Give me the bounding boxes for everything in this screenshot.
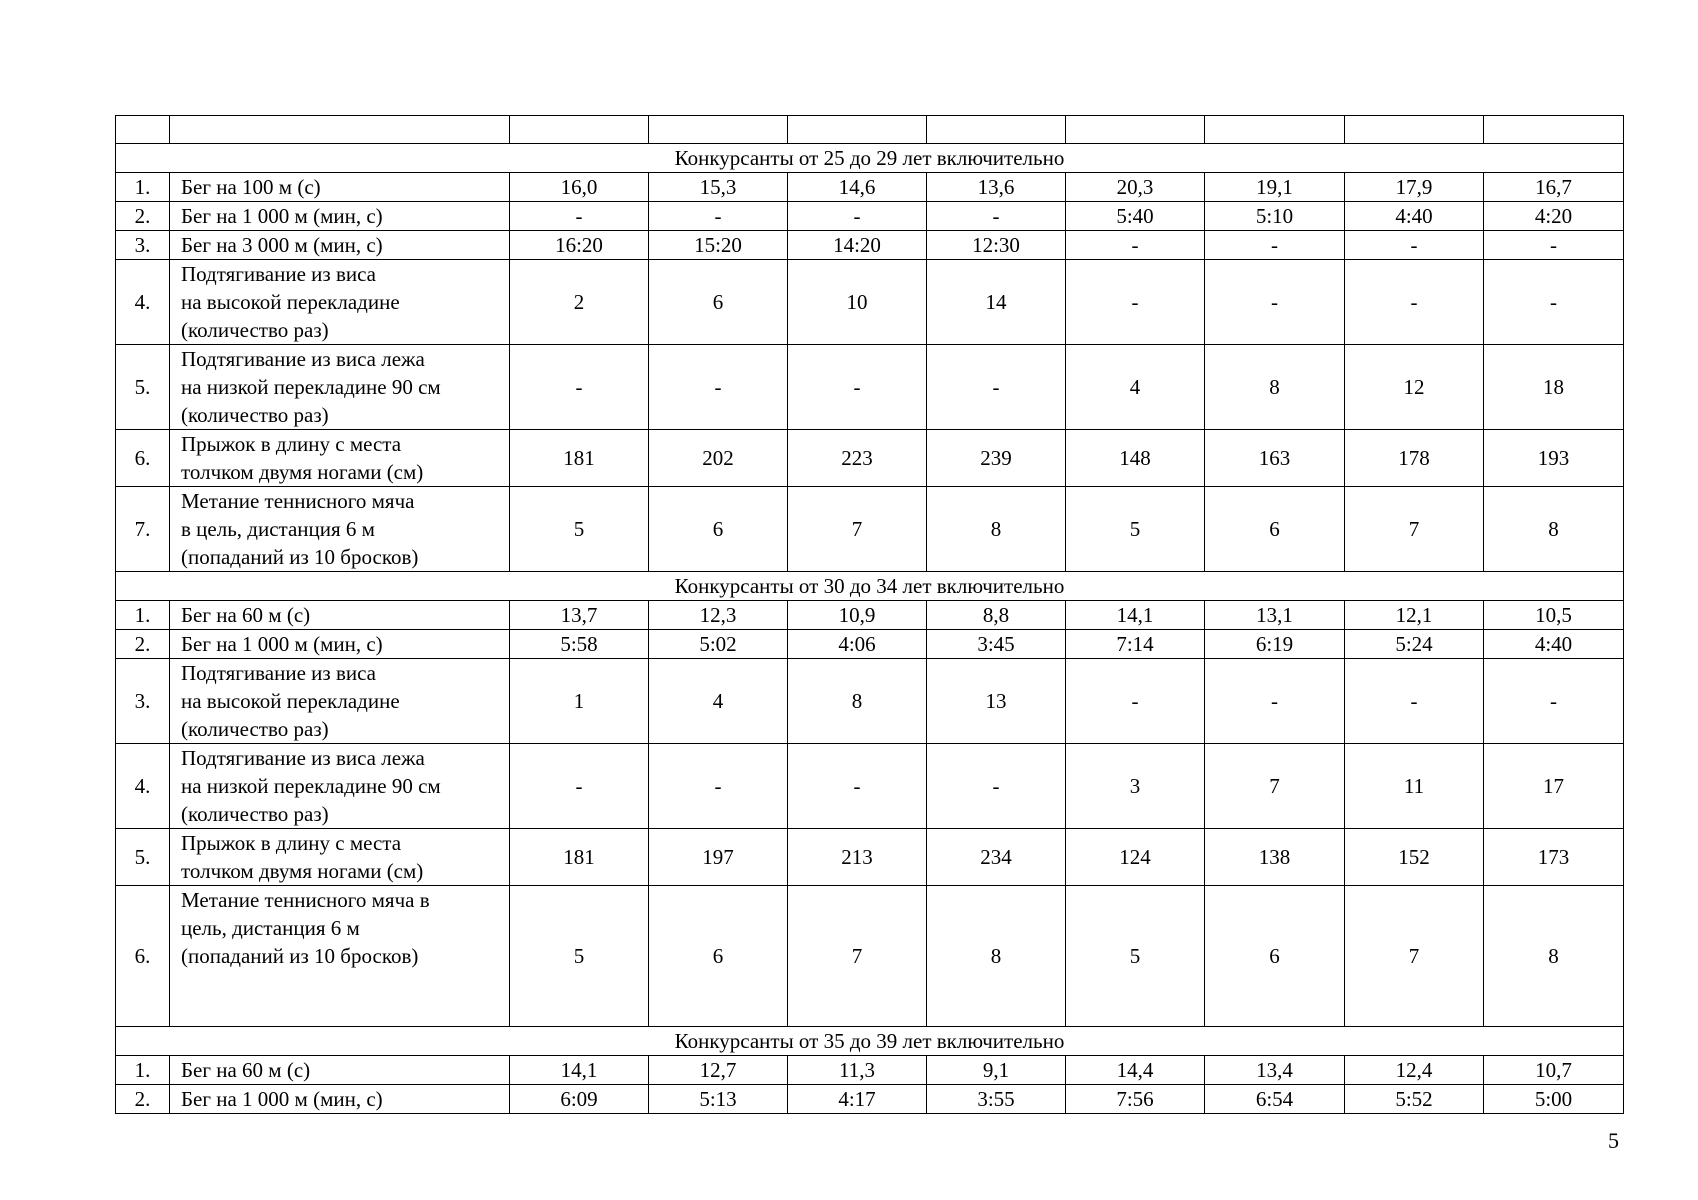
- exercise-name-line: (попаданий из 10 бросков): [181, 944, 419, 968]
- value-cell: 1: [510, 659, 649, 744]
- value-cell: -: [1484, 231, 1624, 260]
- value-cell: 152: [1345, 829, 1484, 886]
- table-body: [116, 116, 1624, 1114]
- value-cell: 8: [1484, 886, 1624, 1027]
- value-cell: -: [1205, 260, 1345, 345]
- exercise-name-line: (попаданий из 10 бросков): [181, 545, 419, 569]
- row-number: 5.: [116, 829, 170, 886]
- value-cell: 15:20: [649, 231, 788, 260]
- exercise-name-line: (количество раз): [181, 802, 329, 826]
- value-cell: 181: [510, 829, 649, 886]
- exercise-name-line: Бег на 1 000 м (мин, с): [181, 632, 383, 656]
- table-row: [116, 260, 1624, 345]
- exercise-name: [170, 430, 510, 487]
- header-cell: [1205, 116, 1345, 144]
- value-cell: 4: [1066, 345, 1205, 430]
- value-cell: 5: [510, 487, 649, 572]
- value-cell: -: [1484, 260, 1624, 345]
- value-cell: 18: [1484, 345, 1624, 430]
- table-row: [116, 173, 1624, 202]
- value-cell: 11,3: [788, 1056, 927, 1085]
- row-number: 1.: [116, 601, 170, 630]
- value-cell: 12:30: [927, 231, 1066, 260]
- value-cell: -: [1205, 231, 1345, 260]
- value-cell: -: [510, 345, 649, 430]
- table-row: [116, 430, 1624, 487]
- row-number: 5.: [116, 345, 170, 430]
- exercise-name-line: Метание теннисного мяча: [181, 489, 415, 513]
- table-row: [116, 487, 1624, 572]
- value-cell: 14,6: [788, 173, 927, 202]
- exercise-name: [170, 886, 510, 1027]
- value-cell: 6:19: [1205, 630, 1345, 659]
- table-row: [116, 1085, 1624, 1114]
- value-cell: 4:40: [1484, 630, 1624, 659]
- value-cell: 197: [649, 829, 788, 886]
- value-cell: 8: [927, 487, 1066, 572]
- value-cell: 4:20: [1484, 202, 1624, 231]
- value-cell: 5:13: [649, 1085, 788, 1114]
- table-row: [116, 202, 1624, 231]
- value-cell: 124: [1066, 829, 1205, 886]
- row-number: 6.: [116, 886, 170, 1027]
- value-cell: -: [1066, 659, 1205, 744]
- header-cell: [1345, 116, 1484, 144]
- value-cell: 3:55: [927, 1085, 1066, 1114]
- exercise-name-line: на высокой перекладине: [181, 689, 400, 713]
- value-cell: -: [1205, 659, 1345, 744]
- value-cell: 14,1: [1066, 601, 1205, 630]
- row-number: 4.: [116, 260, 170, 345]
- value-cell: 7: [788, 886, 927, 1027]
- exercise-name: [170, 659, 510, 744]
- value-cell: 163: [1205, 430, 1345, 487]
- value-cell: -: [649, 345, 788, 430]
- row-number: 1.: [116, 173, 170, 202]
- value-cell: 4: [649, 659, 788, 744]
- value-cell: 14,1: [510, 1056, 649, 1085]
- value-cell: 12,3: [649, 601, 788, 630]
- exercise-name: [170, 487, 510, 572]
- table-row: [116, 659, 1624, 744]
- exercise-name-line: на низкой перекладине 90 см: [181, 375, 441, 399]
- section-row: [116, 572, 1624, 601]
- value-cell: 4:40: [1345, 202, 1484, 231]
- exercise-name-line: на высокой перекладине: [181, 290, 400, 314]
- value-cell: 181: [510, 430, 649, 487]
- value-cell: 3: [1066, 744, 1205, 829]
- exercise-name: [170, 1056, 510, 1085]
- value-cell: 13: [927, 659, 1066, 744]
- table-row: [116, 601, 1624, 630]
- value-cell: 12,1: [1345, 601, 1484, 630]
- value-cell: 4:17: [788, 1085, 927, 1114]
- value-cell: 5: [510, 886, 649, 1027]
- exercise-name-line: Прыжок в длину с места: [181, 831, 402, 855]
- value-cell: 16:20: [510, 231, 649, 260]
- value-cell: 6: [1205, 487, 1345, 572]
- row-number: 3.: [116, 231, 170, 260]
- exercise-name-line: (количество раз): [181, 318, 329, 342]
- value-cell: -: [927, 345, 1066, 430]
- value-cell: 239: [927, 430, 1066, 487]
- value-cell: 10: [788, 260, 927, 345]
- exercise-name-line: цель, дистанция 6 м: [181, 916, 360, 940]
- header-row: [116, 116, 1624, 144]
- exercise-name-line: толчком двумя ногами (см): [181, 460, 424, 484]
- table-row: [116, 886, 1624, 1027]
- table-row: [116, 829, 1624, 886]
- header-cell: [510, 116, 649, 144]
- value-cell: 14,4: [1066, 1056, 1205, 1085]
- value-cell: 12,4: [1345, 1056, 1484, 1085]
- exercise-name-line: Бег на 3 000 м (мин, с): [181, 233, 383, 257]
- value-cell: 13,6: [927, 173, 1066, 202]
- value-cell: 6:54: [1205, 1085, 1345, 1114]
- value-cell: 173: [1484, 829, 1624, 886]
- exercise-name-line: на низкой перекладине 90 см: [181, 774, 441, 798]
- exercise-name-line: в цель, дистанция 6 м: [181, 517, 375, 541]
- header-cell: [927, 116, 1066, 144]
- value-cell: 5:52: [1345, 1085, 1484, 1114]
- value-cell: 5:02: [649, 630, 788, 659]
- value-cell: 12: [1345, 345, 1484, 430]
- header-cell: [1484, 116, 1624, 144]
- value-cell: 2: [510, 260, 649, 345]
- exercise-name: [170, 231, 510, 260]
- value-cell: 8,8: [927, 601, 1066, 630]
- table-row: [116, 1056, 1624, 1085]
- value-cell: -: [788, 744, 927, 829]
- page-number: 5: [1608, 1128, 1619, 1153]
- header-cell: [116, 116, 170, 144]
- value-cell: -: [1066, 231, 1205, 260]
- row-number: 2.: [116, 1085, 170, 1114]
- value-cell: 5:58: [510, 630, 649, 659]
- section-title: Конкурсанты от 35 до 39 лет включительно: [116, 1027, 1624, 1056]
- value-cell: 3:45: [927, 630, 1066, 659]
- exercise-name-line: Бег на 60 м (с): [181, 1058, 311, 1082]
- value-cell: 10,7: [1484, 1056, 1624, 1085]
- value-cell: 5:00: [1484, 1085, 1624, 1114]
- row-number: 2.: [116, 202, 170, 231]
- value-cell: 11: [1345, 744, 1484, 829]
- value-cell: -: [1345, 231, 1484, 260]
- header-cell: [649, 116, 788, 144]
- value-cell: 20,3: [1066, 173, 1205, 202]
- standards-table: [115, 115, 1624, 1114]
- exercise-name-line: Метание теннисного мяча в: [181, 888, 430, 912]
- value-cell: 8: [1484, 487, 1624, 572]
- exercise-name: [170, 202, 510, 231]
- exercise-name: [170, 829, 510, 886]
- value-cell: 7: [1345, 886, 1484, 1027]
- value-cell: 5: [1066, 886, 1205, 1027]
- value-cell: 8: [1205, 345, 1345, 430]
- value-cell: 8: [927, 886, 1066, 1027]
- value-cell: 5: [1066, 487, 1205, 572]
- value-cell: -: [649, 202, 788, 231]
- value-cell: 9,1: [927, 1056, 1066, 1085]
- value-cell: -: [927, 202, 1066, 231]
- exercise-name-line: (количество раз): [181, 403, 329, 427]
- value-cell: 8: [788, 659, 927, 744]
- value-cell: 202: [649, 430, 788, 487]
- value-cell: 17: [1484, 744, 1624, 829]
- exercise-name-line: Подтягивание из виса лежа: [181, 746, 425, 770]
- row-number: 1.: [116, 1056, 170, 1085]
- section-row: [116, 1027, 1624, 1056]
- exercise-name: [170, 630, 510, 659]
- row-number: 3.: [116, 659, 170, 744]
- cell-spacer: [181, 970, 509, 1026]
- value-cell: 178: [1345, 430, 1484, 487]
- value-cell: 6: [649, 886, 788, 1027]
- value-cell: 6: [1205, 886, 1345, 1027]
- row-number: 7.: [116, 487, 170, 572]
- value-cell: 12,7: [649, 1056, 788, 1085]
- exercise-name: [170, 1085, 510, 1114]
- header-cell: [788, 116, 927, 144]
- exercise-name: [170, 173, 510, 202]
- value-cell: 7: [1345, 487, 1484, 572]
- exercise-name-line: Бег на 1 000 м (мин, с): [181, 1087, 383, 1111]
- table-row: [116, 231, 1624, 260]
- section-row: [116, 144, 1624, 173]
- value-cell: 5:10: [1205, 202, 1345, 231]
- table-row: [116, 744, 1624, 829]
- exercise-name-line: Бег на 60 м (с): [181, 603, 311, 627]
- value-cell: 7: [788, 487, 927, 572]
- value-cell: -: [788, 345, 927, 430]
- header-cell: [1066, 116, 1205, 144]
- value-cell: 213: [788, 829, 927, 886]
- value-cell: 19,1: [1205, 173, 1345, 202]
- exercise-name: [170, 260, 510, 345]
- value-cell: 16,0: [510, 173, 649, 202]
- section-title: Конкурсанты от 25 до 29 лет включительно: [116, 144, 1624, 173]
- value-cell: 138: [1205, 829, 1345, 886]
- section-title: Конкурсанты от 30 до 34 лет включительно: [116, 572, 1624, 601]
- value-cell: 5:24: [1345, 630, 1484, 659]
- value-cell: 17,9: [1345, 173, 1484, 202]
- value-cell: 7: [1205, 744, 1345, 829]
- value-cell: -: [510, 744, 649, 829]
- value-cell: 193: [1484, 430, 1624, 487]
- value-cell: -: [1484, 659, 1624, 744]
- value-cell: 10,9: [788, 601, 927, 630]
- value-cell: 13,7: [510, 601, 649, 630]
- value-cell: -: [510, 202, 649, 231]
- value-cell: 16,7: [1484, 173, 1624, 202]
- value-cell: 15,3: [649, 173, 788, 202]
- row-number: 2.: [116, 630, 170, 659]
- value-cell: 13,4: [1205, 1056, 1345, 1085]
- value-cell: 5:40: [1066, 202, 1205, 231]
- value-cell: 6: [649, 260, 788, 345]
- value-cell: 14: [927, 260, 1066, 345]
- value-cell: 148: [1066, 430, 1205, 487]
- row-number: 4.: [116, 744, 170, 829]
- value-cell: 4:06: [788, 630, 927, 659]
- value-cell: 6:09: [510, 1085, 649, 1114]
- value-cell: 13,1: [1205, 601, 1345, 630]
- header-cell: [170, 116, 510, 144]
- value-cell: 14:20: [788, 231, 927, 260]
- table-row: [116, 345, 1624, 430]
- exercise-name-line: Подтягивание из виса лежа: [181, 347, 425, 371]
- value-cell: 7:14: [1066, 630, 1205, 659]
- value-cell: 6: [649, 487, 788, 572]
- value-cell: -: [927, 744, 1066, 829]
- value-cell: -: [788, 202, 927, 231]
- exercise-name-line: Подтягивание из виса: [181, 262, 376, 286]
- value-cell: -: [1066, 260, 1205, 345]
- exercise-name: [170, 345, 510, 430]
- exercise-name-line: Бег на 100 м (с): [181, 175, 321, 199]
- table-row: [116, 630, 1624, 659]
- exercise-name-line: Бег на 1 000 м (мин, с): [181, 204, 383, 228]
- exercise-name: [170, 601, 510, 630]
- value-cell: 223: [788, 430, 927, 487]
- exercise-name-line: (количество раз): [181, 717, 329, 741]
- exercise-name-line: толчком двумя ногами (см): [181, 859, 424, 883]
- value-cell: 234: [927, 829, 1066, 886]
- exercise-name: [170, 744, 510, 829]
- value-cell: 7:56: [1066, 1085, 1205, 1114]
- exercise-name-line: Подтягивание из виса: [181, 661, 376, 685]
- value-cell: 10,5: [1484, 601, 1624, 630]
- value-cell: -: [649, 744, 788, 829]
- value-cell: -: [1345, 260, 1484, 345]
- value-cell: -: [1345, 659, 1484, 744]
- exercise-name-line: Прыжок в длину с места: [181, 432, 402, 456]
- row-number: 6.: [116, 430, 170, 487]
